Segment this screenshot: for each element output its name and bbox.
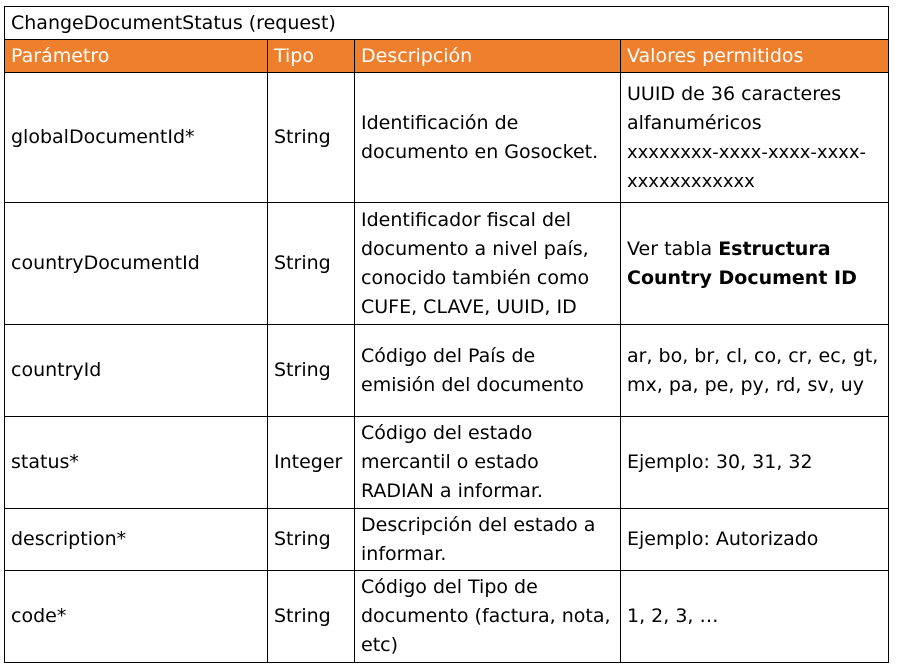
type-cell: String (268, 509, 355, 571)
type-cell: Integer (268, 417, 355, 509)
description-cell: Código del estado mercantil o estado RADIAN a informar. (355, 417, 621, 509)
description-cell: Código del Tipo de documento (factura, nota, etc) (355, 571, 621, 663)
values-prefix: Ver tabla (627, 237, 719, 260)
type-cell: String (268, 571, 355, 663)
table-header-row (5, 40, 889, 73)
column-header-descripcion: Descripción (355, 40, 621, 73)
column-header-tipo: Tipo (268, 40, 355, 73)
table-row (5, 73, 889, 203)
description-cell: Identificador fiscal del documento a nivel país, conocido también como CUFE, CLAVE, UUID, ID (355, 203, 621, 325)
table-row (5, 571, 889, 663)
table-title-row (5, 7, 889, 40)
param-cell: countryDocumentId (5, 203, 268, 325)
type-cell: String (268, 203, 355, 325)
values-cell (621, 203, 889, 325)
values-text: UUID de 36 caracteres alfanuméricos (627, 82, 842, 134)
table-row (5, 325, 889, 417)
table-row (5, 203, 889, 325)
values-cell: Ejemplo: Autorizado (621, 509, 889, 571)
table-row (5, 509, 889, 571)
param-cell: countryId (5, 325, 268, 417)
param-cell: status* (5, 417, 268, 509)
description-cell: Descripción del estado a informar. (355, 509, 621, 571)
type-cell: String (268, 325, 355, 417)
change-document-status-table (4, 6, 889, 663)
description-cell: Código del País de emisión del documento (355, 325, 621, 417)
param-cell: code* (5, 571, 268, 663)
values-cell: ar, bo, br, cl, co, cr, ec, gt, mx, pa, pe, py, rd, sv, uy (621, 325, 889, 417)
values-cell (621, 73, 889, 203)
table-title: ChangeDocumentStatus (request) (5, 7, 889, 40)
table-row (5, 417, 889, 509)
param-cell: globalDocumentId* (5, 73, 268, 203)
values-cell: 1, 2, 3, … (621, 571, 889, 663)
description-cell: Identificación de documento en Gosocket. (355, 73, 621, 203)
column-header-valores-permitidos: Valores permitidos (621, 40, 889, 73)
type-cell: String (268, 73, 355, 203)
values-format-text: xxxxxxxx-xxxx-xxxx-xxxx-xxxxxxxxxxxx (627, 141, 867, 192)
column-header-parametro: Parámetro (5, 40, 268, 73)
values-reference: Estructura Country Document ID (627, 237, 857, 289)
param-cell: description* (5, 509, 268, 571)
values-cell: Ejemplo: 30, 31, 32 (621, 417, 889, 509)
